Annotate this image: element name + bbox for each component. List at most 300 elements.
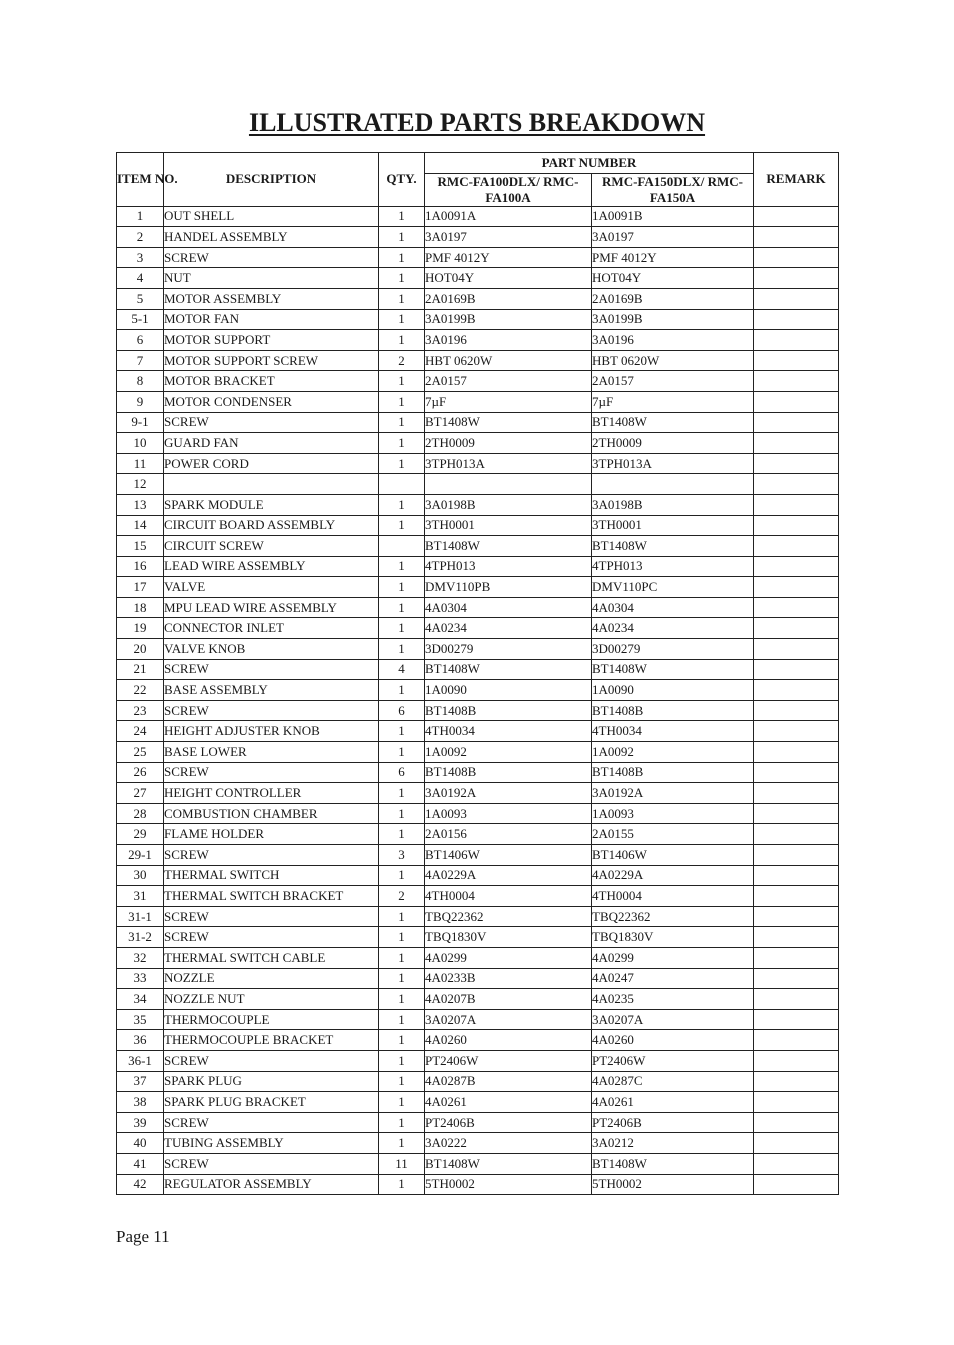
cell-item-no: 41 bbox=[117, 1153, 164, 1174]
header-remark: REMARK bbox=[754, 153, 839, 207]
cell-part-number-b: 3A0196 bbox=[592, 330, 754, 351]
cell-item-no: 10 bbox=[117, 433, 164, 454]
cell-description: SCREW bbox=[164, 927, 379, 948]
cell-item-no: 27 bbox=[117, 783, 164, 804]
cell-item-no: 11 bbox=[117, 453, 164, 474]
cell-item-no: 42 bbox=[117, 1174, 164, 1195]
cell-item-no: 31-2 bbox=[117, 927, 164, 948]
cell-remark bbox=[754, 947, 839, 968]
cell-part-number-a: 4TH0034 bbox=[425, 721, 592, 742]
cell-description bbox=[164, 474, 379, 495]
cell-part-number-b: 3A0199B bbox=[592, 309, 754, 330]
header-model-b: RMC-FA150DLX/ RMC-FA150A bbox=[592, 173, 754, 206]
cell-item-no: 6 bbox=[117, 330, 164, 351]
cell-part-number-b: TBQ1830V bbox=[592, 927, 754, 948]
cell-part-number-b: 1A0090 bbox=[592, 680, 754, 701]
table-row bbox=[117, 618, 839, 639]
cell-qty: 1 bbox=[379, 597, 425, 618]
cell-part-number-b: BT1408W bbox=[592, 659, 754, 680]
cell-qty: 1 bbox=[379, 330, 425, 351]
cell-part-number-a: 7µF bbox=[425, 391, 592, 412]
table-row bbox=[117, 886, 839, 907]
cell-qty: 1 bbox=[379, 288, 425, 309]
table-row bbox=[117, 1133, 839, 1154]
cell-description: MOTOR FAN bbox=[164, 309, 379, 330]
cell-qty: 1 bbox=[379, 391, 425, 412]
cell-qty: 3 bbox=[379, 845, 425, 866]
cell-remark bbox=[754, 350, 839, 371]
cell-qty: 11 bbox=[379, 1153, 425, 1174]
cell-part-number-b: PT2406W bbox=[592, 1050, 754, 1071]
cell-part-number-b: BT1408W bbox=[592, 412, 754, 433]
cell-part-number-b: 4TH0034 bbox=[592, 721, 754, 742]
cell-item-no: 30 bbox=[117, 865, 164, 886]
cell-part-number-a: 3A0196 bbox=[425, 330, 592, 351]
cell-part-number-a: 5TH0002 bbox=[425, 1174, 592, 1195]
table-row bbox=[117, 536, 839, 557]
cell-remark bbox=[754, 886, 839, 907]
cell-remark bbox=[754, 1174, 839, 1195]
cell-part-number-b: PMF 4012Y bbox=[592, 247, 754, 268]
cell-item-no: 13 bbox=[117, 494, 164, 515]
cell-item-no: 15 bbox=[117, 536, 164, 557]
cell-qty: 1 bbox=[379, 906, 425, 927]
cell-part-number-a: 1A0091A bbox=[425, 206, 592, 227]
cell-qty: 1 bbox=[379, 927, 425, 948]
cell-remark bbox=[754, 1133, 839, 1154]
cell-description: SPARK PLUG bbox=[164, 1071, 379, 1092]
table-row bbox=[117, 762, 839, 783]
cell-item-no: 38 bbox=[117, 1092, 164, 1113]
table-row bbox=[117, 433, 839, 454]
cell-item-no: 19 bbox=[117, 618, 164, 639]
cell-qty: 1 bbox=[379, 824, 425, 845]
cell-description: THERMAL SWITCH BRACKET bbox=[164, 886, 379, 907]
cell-remark bbox=[754, 268, 839, 289]
cell-item-no: 24 bbox=[117, 721, 164, 742]
cell-part-number-a: 4A0299 bbox=[425, 947, 592, 968]
cell-qty: 1 bbox=[379, 556, 425, 577]
cell-remark bbox=[754, 783, 839, 804]
cell-item-no: 37 bbox=[117, 1071, 164, 1092]
cell-part-number-b: 5TH0002 bbox=[592, 1174, 754, 1195]
cell-qty: 2 bbox=[379, 886, 425, 907]
cell-qty: 1 bbox=[379, 783, 425, 804]
cell-description: MOTOR SUPPORT SCREW bbox=[164, 350, 379, 371]
cell-item-no: 28 bbox=[117, 803, 164, 824]
cell-qty: 1 bbox=[379, 1174, 425, 1195]
cell-description: SCREW bbox=[164, 762, 379, 783]
cell-qty: 1 bbox=[379, 227, 425, 248]
cell-part-number-a: HOT04Y bbox=[425, 268, 592, 289]
cell-item-no: 7 bbox=[117, 350, 164, 371]
cell-part-number-a: 3A0197 bbox=[425, 227, 592, 248]
cell-item-no: 29-1 bbox=[117, 845, 164, 866]
cell-part-number-b: 3A0212 bbox=[592, 1133, 754, 1154]
cell-item-no: 23 bbox=[117, 700, 164, 721]
cell-description: SCREW bbox=[164, 845, 379, 866]
cell-item-no: 1 bbox=[117, 206, 164, 227]
cell-remark bbox=[754, 845, 839, 866]
cell-part-number-b: 3TH0001 bbox=[592, 515, 754, 536]
cell-part-number-a: 3A0207A bbox=[425, 1009, 592, 1030]
cell-item-no: 36-1 bbox=[117, 1050, 164, 1071]
table-row bbox=[117, 597, 839, 618]
cell-part-number-b: DMV110PC bbox=[592, 577, 754, 598]
cell-description: COMBUSTION CHAMBER bbox=[164, 803, 379, 824]
cell-item-no: 14 bbox=[117, 515, 164, 536]
cell-part-number-a: 2TH0009 bbox=[425, 433, 592, 454]
cell-part-number-a: 2A0157 bbox=[425, 371, 592, 392]
table-row bbox=[117, 845, 839, 866]
cell-remark bbox=[754, 391, 839, 412]
table-row bbox=[117, 927, 839, 948]
cell-part-number-b: 3D00279 bbox=[592, 639, 754, 660]
cell-description: SCREW bbox=[164, 659, 379, 680]
parts-table-header bbox=[117, 153, 839, 207]
cell-part-number-b: BT1408B bbox=[592, 700, 754, 721]
cell-part-number-a: 2A0169B bbox=[425, 288, 592, 309]
cell-description: TUBING ASSEMBLY bbox=[164, 1133, 379, 1154]
cell-part-number-b: 4A0261 bbox=[592, 1092, 754, 1113]
cell-qty: 1 bbox=[379, 639, 425, 660]
cell-part-number-b: 1A0092 bbox=[592, 742, 754, 763]
cell-item-no: 31 bbox=[117, 886, 164, 907]
cell-description: REGULATOR ASSEMBLY bbox=[164, 1174, 379, 1195]
cell-part-number-b: 3A0197 bbox=[592, 227, 754, 248]
cell-item-no: 4 bbox=[117, 268, 164, 289]
cell-item-no: 32 bbox=[117, 947, 164, 968]
cell-part-number-a: BT1406W bbox=[425, 845, 592, 866]
cell-part-number-a: TBQ1830V bbox=[425, 927, 592, 948]
cell-description: CIRCUIT SCREW bbox=[164, 536, 379, 557]
cell-remark bbox=[754, 989, 839, 1010]
page-number: Page 11 bbox=[116, 1227, 170, 1246]
table-row bbox=[117, 391, 839, 412]
table-row bbox=[117, 1153, 839, 1174]
cell-part-number-a: 3A0192A bbox=[425, 783, 592, 804]
cell-part-number-b: 4A0235 bbox=[592, 989, 754, 1010]
cell-part-number-a: 3A0198B bbox=[425, 494, 592, 515]
cell-item-no: 36 bbox=[117, 1030, 164, 1051]
cell-part-number-a: 1A0093 bbox=[425, 803, 592, 824]
cell-qty: 1 bbox=[379, 865, 425, 886]
cell-description: SCREW bbox=[164, 247, 379, 268]
cell-description: MPU LEAD WIRE ASSEMBLY bbox=[164, 597, 379, 618]
cell-part-number-b: 2A0155 bbox=[592, 824, 754, 845]
cell-item-no: 22 bbox=[117, 680, 164, 701]
cell-item-no: 35 bbox=[117, 1009, 164, 1030]
cell-description: HANDEL ASSEMBLY bbox=[164, 227, 379, 248]
cell-qty: 6 bbox=[379, 700, 425, 721]
cell-remark bbox=[754, 597, 839, 618]
cell-item-no: 33 bbox=[117, 968, 164, 989]
cell-description: POWER CORD bbox=[164, 453, 379, 474]
cell-remark bbox=[754, 824, 839, 845]
table-row bbox=[117, 371, 839, 392]
header-qty: QTY. bbox=[379, 153, 425, 207]
table-row bbox=[117, 803, 839, 824]
cell-remark bbox=[754, 1050, 839, 1071]
cell-part-number-b: 4A0260 bbox=[592, 1030, 754, 1051]
cell-qty: 1 bbox=[379, 371, 425, 392]
cell-part-number-a: 1A0092 bbox=[425, 742, 592, 763]
cell-remark bbox=[754, 639, 839, 660]
cell-part-number-b: 4A0304 bbox=[592, 597, 754, 618]
cell-qty: 1 bbox=[379, 515, 425, 536]
cell-description: THERMAL SWITCH bbox=[164, 865, 379, 886]
cell-item-no: 9-1 bbox=[117, 412, 164, 433]
cell-remark bbox=[754, 742, 839, 763]
cell-qty: 1 bbox=[379, 309, 425, 330]
cell-part-number-a: BT1408W bbox=[425, 659, 592, 680]
cell-qty: 1 bbox=[379, 1112, 425, 1133]
cell-description: HEIGHT ADJUSTER KNOB bbox=[164, 721, 379, 742]
cell-remark bbox=[754, 1009, 839, 1030]
table-row bbox=[117, 227, 839, 248]
cell-part-number-b: TBQ22362 bbox=[592, 906, 754, 927]
cell-qty: 1 bbox=[379, 577, 425, 598]
header-model-a: RMC-FA100DLX/ RMC-FA100A bbox=[425, 173, 592, 206]
cell-part-number-b: 3A0207A bbox=[592, 1009, 754, 1030]
cell-remark bbox=[754, 288, 839, 309]
cell-qty: 1 bbox=[379, 433, 425, 454]
cell-remark bbox=[754, 330, 839, 351]
cell-part-number-a: 4TH0004 bbox=[425, 886, 592, 907]
cell-item-no: 29 bbox=[117, 824, 164, 845]
table-row bbox=[117, 206, 839, 227]
table-row bbox=[117, 515, 839, 536]
cell-part-number-b: HOT04Y bbox=[592, 268, 754, 289]
page-title: ILLUSTRATED PARTS BREAKDOWN bbox=[248, 108, 706, 137]
cell-qty bbox=[379, 536, 425, 557]
cell-description: SCREW bbox=[164, 412, 379, 433]
parts-table bbox=[116, 152, 839, 1195]
cell-part-number-b: 3A0192A bbox=[592, 783, 754, 804]
table-row bbox=[117, 1092, 839, 1113]
cell-item-no: 21 bbox=[117, 659, 164, 680]
cell-remark bbox=[754, 906, 839, 927]
cell-remark bbox=[754, 247, 839, 268]
cell-part-number-a: HBT 0620W bbox=[425, 350, 592, 371]
table-row bbox=[117, 330, 839, 351]
cell-description: LEAD WIRE ASSEMBLY bbox=[164, 556, 379, 577]
cell-item-no: 16 bbox=[117, 556, 164, 577]
cell-item-no: 34 bbox=[117, 989, 164, 1010]
cell-part-number-b: 3TPH013A bbox=[592, 453, 754, 474]
header-part-number: PART NUMBER bbox=[425, 153, 754, 174]
table-row bbox=[117, 968, 839, 989]
cell-part-number-b: 4TPH013 bbox=[592, 556, 754, 577]
table-row bbox=[117, 268, 839, 289]
cell-qty: 1 bbox=[379, 1071, 425, 1092]
cell-part-number-b: 1A0093 bbox=[592, 803, 754, 824]
cell-remark bbox=[754, 412, 839, 433]
table-row bbox=[117, 639, 839, 660]
cell-part-number-a: BT1408W bbox=[425, 536, 592, 557]
table-row bbox=[117, 350, 839, 371]
cell-remark bbox=[754, 1092, 839, 1113]
cell-remark bbox=[754, 1112, 839, 1133]
cell-item-no: 20 bbox=[117, 639, 164, 660]
cell-description: CONNECTOR INLET bbox=[164, 618, 379, 639]
cell-part-number-a: 4A0234 bbox=[425, 618, 592, 639]
cell-part-number-b: PT2406B bbox=[592, 1112, 754, 1133]
table-row bbox=[117, 1030, 839, 1051]
cell-part-number-a: DMV110PB bbox=[425, 577, 592, 598]
cell-part-number-a: BT1408B bbox=[425, 762, 592, 783]
cell-description: SCREW bbox=[164, 1050, 379, 1071]
cell-description: SCREW bbox=[164, 1112, 379, 1133]
cell-part-number-a: PT2406B bbox=[425, 1112, 592, 1133]
cell-description: HEIGHT CONTROLLER bbox=[164, 783, 379, 804]
cell-description: THERMOCOUPLE bbox=[164, 1009, 379, 1030]
table-row bbox=[117, 1009, 839, 1030]
cell-item-no: 31-1 bbox=[117, 906, 164, 927]
cell-item-no: 40 bbox=[117, 1133, 164, 1154]
cell-qty: 1 bbox=[379, 968, 425, 989]
cell-remark bbox=[754, 206, 839, 227]
cell-description: MOTOR BRACKET bbox=[164, 371, 379, 392]
cell-description: MOTOR ASSEMBLY bbox=[164, 288, 379, 309]
cell-remark bbox=[754, 371, 839, 392]
cell-part-number-a: 2A0156 bbox=[425, 824, 592, 845]
cell-part-number-b: 3A0198B bbox=[592, 494, 754, 515]
cell-description: NOZZLE NUT bbox=[164, 989, 379, 1010]
cell-part-number-b: BT1408W bbox=[592, 536, 754, 557]
cell-part-number-a bbox=[425, 474, 592, 495]
table-row bbox=[117, 659, 839, 680]
cell-description: VALVE KNOB bbox=[164, 639, 379, 660]
cell-part-number-a: BT1408B bbox=[425, 700, 592, 721]
cell-description: SPARK MODULE bbox=[164, 494, 379, 515]
cell-qty: 4 bbox=[379, 659, 425, 680]
cell-part-number-a: 4TPH013 bbox=[425, 556, 592, 577]
cell-part-number-b: 1A0091B bbox=[592, 206, 754, 227]
table-row bbox=[117, 783, 839, 804]
cell-qty: 6 bbox=[379, 762, 425, 783]
cell-item-no: 5-1 bbox=[117, 309, 164, 330]
table-row bbox=[117, 721, 839, 742]
table-row bbox=[117, 1071, 839, 1092]
cell-qty: 1 bbox=[379, 618, 425, 639]
cell-remark bbox=[754, 700, 839, 721]
cell-part-number-a: BT1408W bbox=[425, 412, 592, 433]
table-row bbox=[117, 288, 839, 309]
cell-part-number-a: PT2406W bbox=[425, 1050, 592, 1071]
cell-part-number-b: 7µF bbox=[592, 391, 754, 412]
cell-remark bbox=[754, 536, 839, 557]
cell-description: BASE ASSEMBLY bbox=[164, 680, 379, 701]
cell-description: NUT bbox=[164, 268, 379, 289]
cell-remark bbox=[754, 1071, 839, 1092]
cell-qty: 1 bbox=[379, 1092, 425, 1113]
table-row bbox=[117, 309, 839, 330]
cell-part-number-b: 4A0234 bbox=[592, 618, 754, 639]
cell-part-number-b: BT1408B bbox=[592, 762, 754, 783]
cell-item-no: 3 bbox=[117, 247, 164, 268]
table-row bbox=[117, 556, 839, 577]
cell-remark bbox=[754, 515, 839, 536]
cell-part-number-b: HBT 0620W bbox=[592, 350, 754, 371]
cell-qty: 1 bbox=[379, 803, 425, 824]
cell-remark bbox=[754, 433, 839, 454]
cell-item-no: 9 bbox=[117, 391, 164, 412]
cell-qty: 1 bbox=[379, 247, 425, 268]
cell-part-number-b: BT1408W bbox=[592, 1153, 754, 1174]
cell-part-number-b: BT1406W bbox=[592, 845, 754, 866]
cell-qty: 1 bbox=[379, 494, 425, 515]
cell-qty: 1 bbox=[379, 989, 425, 1010]
cell-part-number-a: 3TPH013A bbox=[425, 453, 592, 474]
cell-part-number-a: 3D00279 bbox=[425, 639, 592, 660]
cell-part-number-a: 4A0287B bbox=[425, 1071, 592, 1092]
table-row bbox=[117, 1174, 839, 1195]
table-row bbox=[117, 577, 839, 598]
cell-qty: 1 bbox=[379, 680, 425, 701]
cell-item-no: 17 bbox=[117, 577, 164, 598]
cell-remark bbox=[754, 494, 839, 515]
cell-qty: 2 bbox=[379, 350, 425, 371]
cell-part-number-b: 4A0247 bbox=[592, 968, 754, 989]
cell-description: THERMAL SWITCH CABLE bbox=[164, 947, 379, 968]
cell-part-number-a: 4A0233B bbox=[425, 968, 592, 989]
cell-qty: 1 bbox=[379, 1009, 425, 1030]
cell-item-no: 5 bbox=[117, 288, 164, 309]
cell-description: NOZZLE bbox=[164, 968, 379, 989]
table-row bbox=[117, 865, 839, 886]
cell-description: MOTOR CONDENSER bbox=[164, 391, 379, 412]
cell-remark bbox=[754, 1030, 839, 1051]
cell-qty: 1 bbox=[379, 1133, 425, 1154]
cell-item-no: 12 bbox=[117, 474, 164, 495]
cell-part-number-a: 4A0229A bbox=[425, 865, 592, 886]
cell-part-number-b: 4A0229A bbox=[592, 865, 754, 886]
cell-remark bbox=[754, 659, 839, 680]
cell-qty: 1 bbox=[379, 1050, 425, 1071]
cell-remark bbox=[754, 1153, 839, 1174]
cell-description: CIRCUIT BOARD ASSEMBLY bbox=[164, 515, 379, 536]
table-row bbox=[117, 412, 839, 433]
table-row bbox=[117, 947, 839, 968]
cell-item-no: 26 bbox=[117, 762, 164, 783]
cell-qty: 1 bbox=[379, 1030, 425, 1051]
cell-item-no: 25 bbox=[117, 742, 164, 763]
cell-remark bbox=[754, 927, 839, 948]
cell-part-number-b: 4A0299 bbox=[592, 947, 754, 968]
cell-description: SCREW bbox=[164, 906, 379, 927]
cell-part-number-a: BT1408W bbox=[425, 1153, 592, 1174]
cell-part-number-b: 4A0287C bbox=[592, 1071, 754, 1092]
cell-part-number-a: 1A0090 bbox=[425, 680, 592, 701]
header-description: DESCRIPTION bbox=[164, 153, 379, 207]
cell-part-number-a: PMF 4012Y bbox=[425, 247, 592, 268]
cell-qty: 1 bbox=[379, 742, 425, 763]
header-item-no: ITEM NO. bbox=[117, 153, 164, 207]
table-row bbox=[117, 742, 839, 763]
cell-remark bbox=[754, 721, 839, 742]
cell-part-number-a: 4A0304 bbox=[425, 597, 592, 618]
cell-remark bbox=[754, 762, 839, 783]
cell-description: THERMOCOUPLE BRACKET bbox=[164, 1030, 379, 1051]
cell-qty: 1 bbox=[379, 453, 425, 474]
cell-description: SCREW bbox=[164, 700, 379, 721]
cell-description: VALVE bbox=[164, 577, 379, 598]
cell-remark bbox=[754, 577, 839, 598]
table-row bbox=[117, 453, 839, 474]
cell-part-number-b: 2A0157 bbox=[592, 371, 754, 392]
cell-remark bbox=[754, 227, 839, 248]
